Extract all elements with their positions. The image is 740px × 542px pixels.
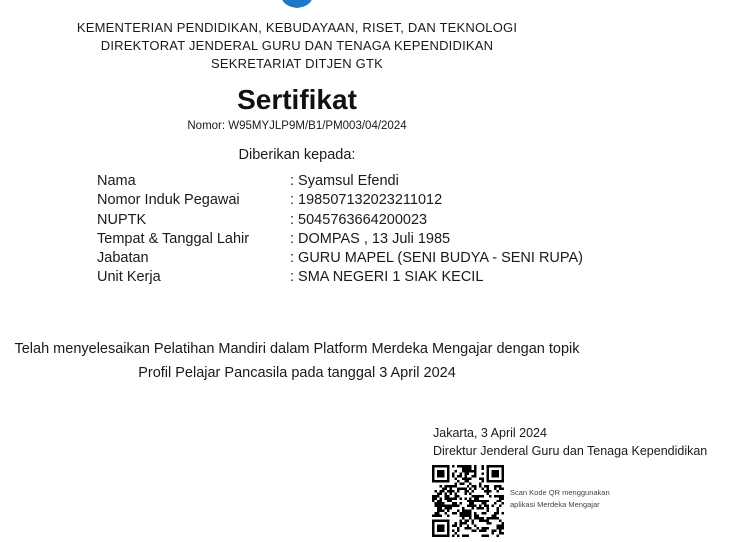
tut-wuri-handayani-logo: [279, 0, 315, 8]
recipient-details: [97, 173, 583, 289]
scan-instruction-line: Scan Kode QR menggunakan: [510, 488, 610, 497]
field-row-birth: [97, 231, 583, 250]
completion-statement: Telah menyelesaikan Pelatihan Mandiri dalam Platform Merdeka Mengajar dengan topik: [14, 341, 580, 357]
scan-instruction: [510, 487, 610, 511]
certificate-number: Nomor: W95MYJLP9M/B1/PM003/04/2024: [187, 120, 407, 132]
signature-place-date: Jakarta, 3 April 2024: [433, 426, 547, 440]
completion-topic-date: Profil Pelajar Pancasila pada tanggal 3 April 2024: [138, 365, 456, 381]
field-label: Nomor Induk Pegawai: [97, 192, 240, 209]
field-value: : SMA NEGERI 1 SIAK KECIL: [290, 269, 484, 286]
field-row-nip: [97, 192, 583, 211]
ministry-name: KEMENTERIAN PENDIDIKAN, KEBUDAYAAN, RISET, DAN TEKNOLOGI: [76, 20, 518, 35]
signatory-position: Direktur Jenderal Guru dan Tenaga Kependidikan: [433, 444, 708, 458]
field-value: : 198507132023211012: [290, 192, 443, 209]
field-value: : Syamsul Efendi: [290, 173, 399, 189]
secretariat-name: SEKRETARIAT DITJEN GTK: [211, 56, 383, 71]
field-label: Nama: [97, 173, 136, 189]
qr-code: [432, 465, 504, 537]
field-row-jabatan: [97, 250, 583, 269]
directorate-name: DIREKTORAT JENDERAL GURU DAN TENAGA KEPENDIDIKAN: [100, 38, 494, 53]
field-label: Tempat & Tanggal Lahir: [97, 230, 250, 247]
field-label: NUPTK: [97, 211, 147, 228]
field-label: Jabatan: [97, 250, 149, 267]
field-row-nama: [97, 173, 583, 192]
field-row-nuptk: [97, 212, 583, 231]
given-to-label: Diberikan kepada:: [238, 147, 356, 163]
field-value: : 5045763664200023: [290, 211, 428, 228]
field-row-unit-kerja: [97, 269, 583, 288]
scan-instruction-line: aplikasi Merdeka Mengajar: [510, 500, 600, 509]
certificate-title: Sertifikat: [237, 84, 357, 115]
field-label: Unit Kerja: [97, 269, 161, 286]
field-value: : DOMPAS , 13 Juli 1985: [290, 230, 451, 247]
field-value: : GURU MAPEL (SENI BUDYA - SENI RUPA): [290, 250, 584, 267]
